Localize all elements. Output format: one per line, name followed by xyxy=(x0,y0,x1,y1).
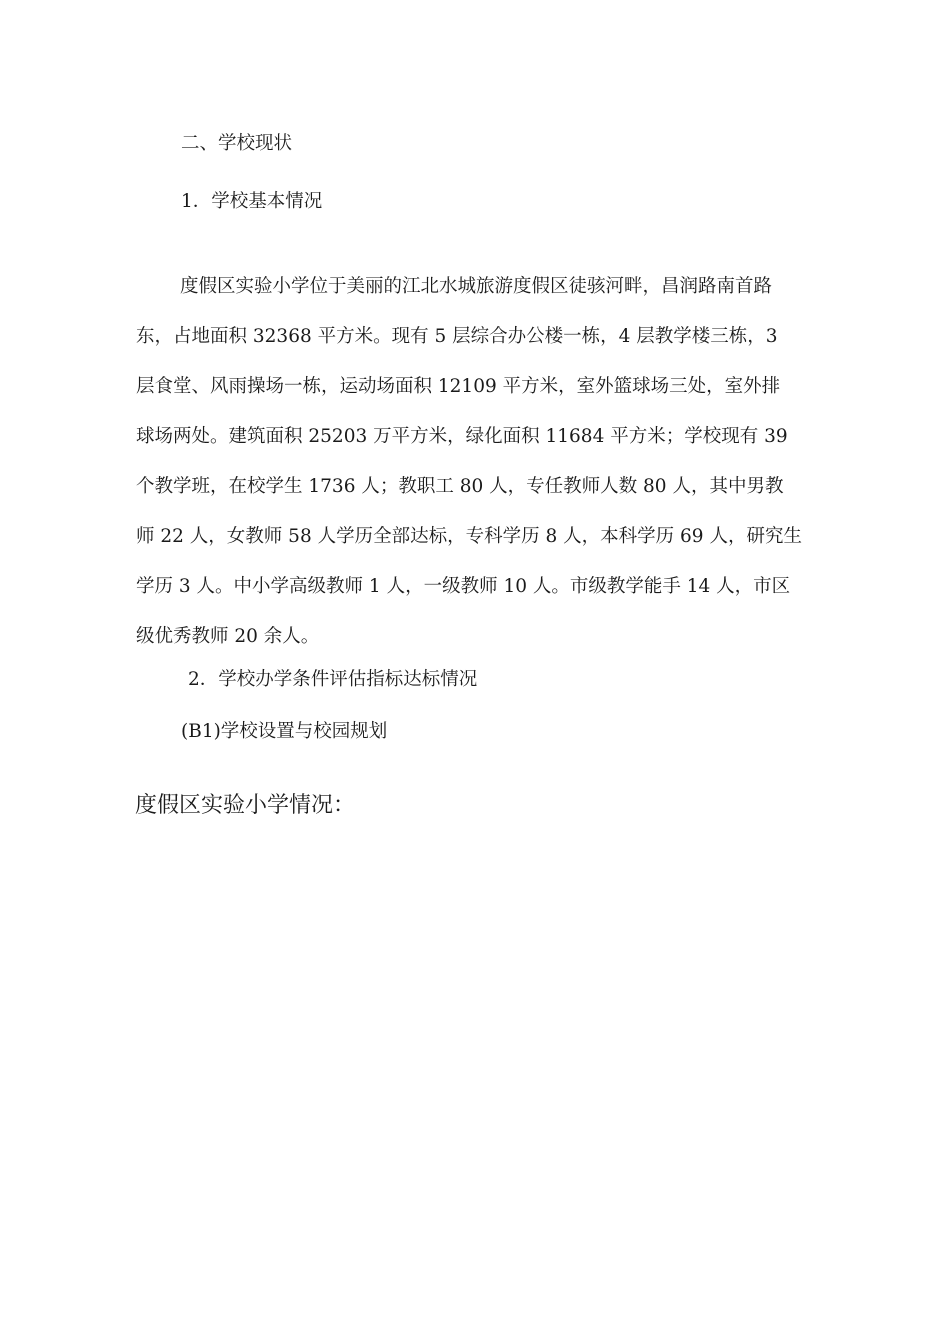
paragraph-line: 东，占地面积 32368 平方米。现有 5 层综合办公楼一栋，4 层教学楼三栋，3 xyxy=(136,326,778,347)
paragraph-line: 度假区实验小学位于美丽的江北水城旅游度假区徒骇河畔，昌润路南首路 xyxy=(180,276,773,297)
section-heading: 二、学校现状 xyxy=(181,133,293,154)
school-info-paragraph xyxy=(136,262,836,662)
paragraph-line: 个教学班，在校学生 1736 人；教职工 80 人，专任教师人数 80 人，其中男教 xyxy=(136,476,784,497)
subsection-heading-evaluation: 2．学校办学条件评估指标达标情况 xyxy=(188,669,478,690)
paragraph-line: 级优秀教师 20 余人。 xyxy=(136,626,320,647)
paragraph-line: 球场两处。建筑面积 25203 万平方米，绿化面积 11684 平方米；学校现有 39 xyxy=(136,426,788,447)
subsection-heading-b1: (B1)学校设置与校园规划 xyxy=(181,721,388,742)
paragraph-line: 学历 3 人。中小学高级教师 1 人，一级教师 10 人。市级教学能手 14 人，市区 xyxy=(136,576,791,597)
subsection-heading-basic-info: 1．学校基本情况 xyxy=(181,191,323,212)
paragraph-line: 师 22 人，女教师 58 人学历全部达标，专科学历 8 人，本科学历 69 人，研究生 xyxy=(136,526,802,547)
school-situation-title: 度假区实验小学情况： xyxy=(135,793,356,818)
paragraph-line: 层食堂、风雨操场一栋，运动场面积 12109 平方米，室外篮球场三处，室外排 xyxy=(136,376,781,397)
